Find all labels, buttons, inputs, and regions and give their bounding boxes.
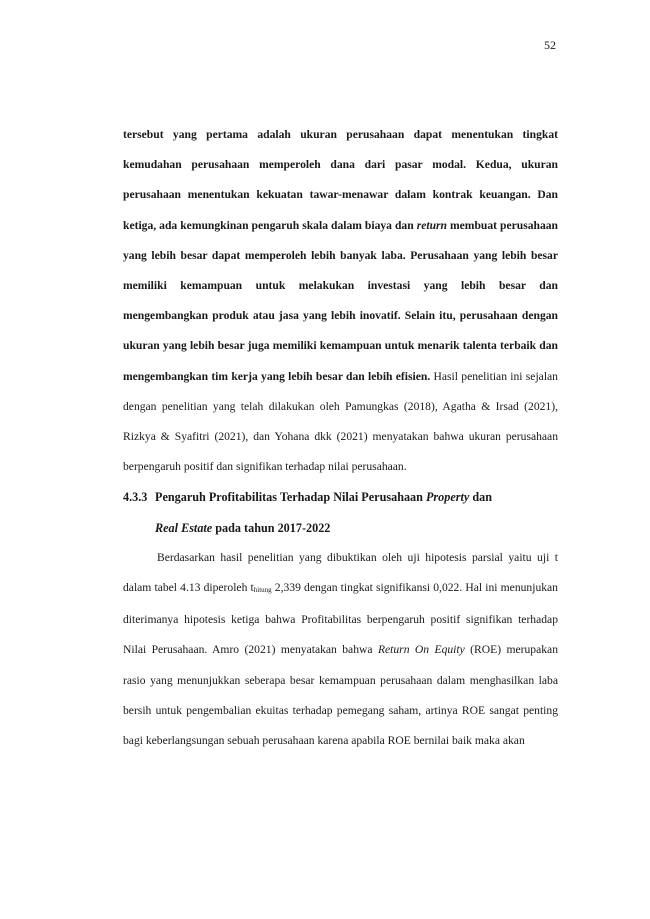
bold-italic-word: return [416, 218, 447, 232]
heading-text-3: pada tahun 2017-2022 [212, 520, 331, 535]
bold-text: tersebut yang pertama adalah ukuran perusahaan dapat menentukan tingkat kemudahan perusahaan memperoleh dana dari pasar modal. Kedua, ukuran perusahaan menentukan kekuatan tawar-menawar dalam kontrak keuangan. Dan ketiga, ada kemungkinan pengaruh skala dalam biaya dan [123, 128, 558, 232]
text-after-subscript: 2,339 dengan tingkat signifikansi 0,022. Hal ini menunjukan diterimanya hipotesis ketiga bahwa Profitabilitas berpengaruh positif signifikan terhadap Nilai Perusahaan. Amro (2021) menyatakan bahwa [123, 581, 558, 657]
heading-italic-1: Property [425, 490, 470, 505]
section-number: 4.3.3 [123, 490, 148, 505]
paragraph-size-discussion [123, 120, 558, 482]
paragraph-profitability [123, 543, 558, 756]
heading-text-2: dan [469, 490, 493, 505]
heading-text-1: Pengaruh Profitabilitas Terhadap Nilai Perusahaan [155, 490, 426, 505]
normal-text: Hasil penelitian ini sejalan dengan penelitian yang telah dilakukan oleh Pamungkas (2018), Agatha & Irsad (2021), Rizkya & Syafitri (2021), dan Yohana dkk (2021) menyatakan bahwa ukuran perusahaan berpengaruh positif dan signifikan terhadap nilai perusahaan. [123, 369, 558, 474]
italic-term: Return On Equity [377, 643, 465, 657]
section-heading [123, 482, 558, 542]
text-end: (ROE) merupakan rasio yang menunjukkan seberapa besar kemampuan perusahaan dalam menghasilkan laba bersih untuk pengembalian ekuitas terhadap pemegang saham, artinya ROE sangat penting bagi keberlangsungan sebuah perusahaan karena apabila ROE bernilai baik maka akan [123, 643, 558, 748]
text-before-subscript: Berdasarkan hasil penelitian yang dibuktikan oleh uji hipotesis parsial yaitu uji t dalam tabel 4.13 diperoleh t [123, 550, 558, 595]
heading-line-2 [123, 513, 558, 543]
document-body [123, 120, 558, 756]
heading-italic-2: Real Estate [155, 520, 213, 535]
page-number: 52 [544, 38, 556, 52]
bold-text-continued: membuat perusahaan yang lebih besar dapat memperoleh lebih banyak laba. Perusahaan yang lebih besar memiliki kemampuan untuk melakukan investasi yang lebih besar dan mengembangkan produk atau jasa yang lebih inovatif. Selain itu, perusahaan dengan ukuran yang lebih besar juga memiliki kemampuan untuk menarik talenta terbaik dan mengembangkan tim kerja yang lebih besar dan lebih efisien. [123, 218, 558, 383]
subscript-hitung: hitung [253, 586, 272, 595]
